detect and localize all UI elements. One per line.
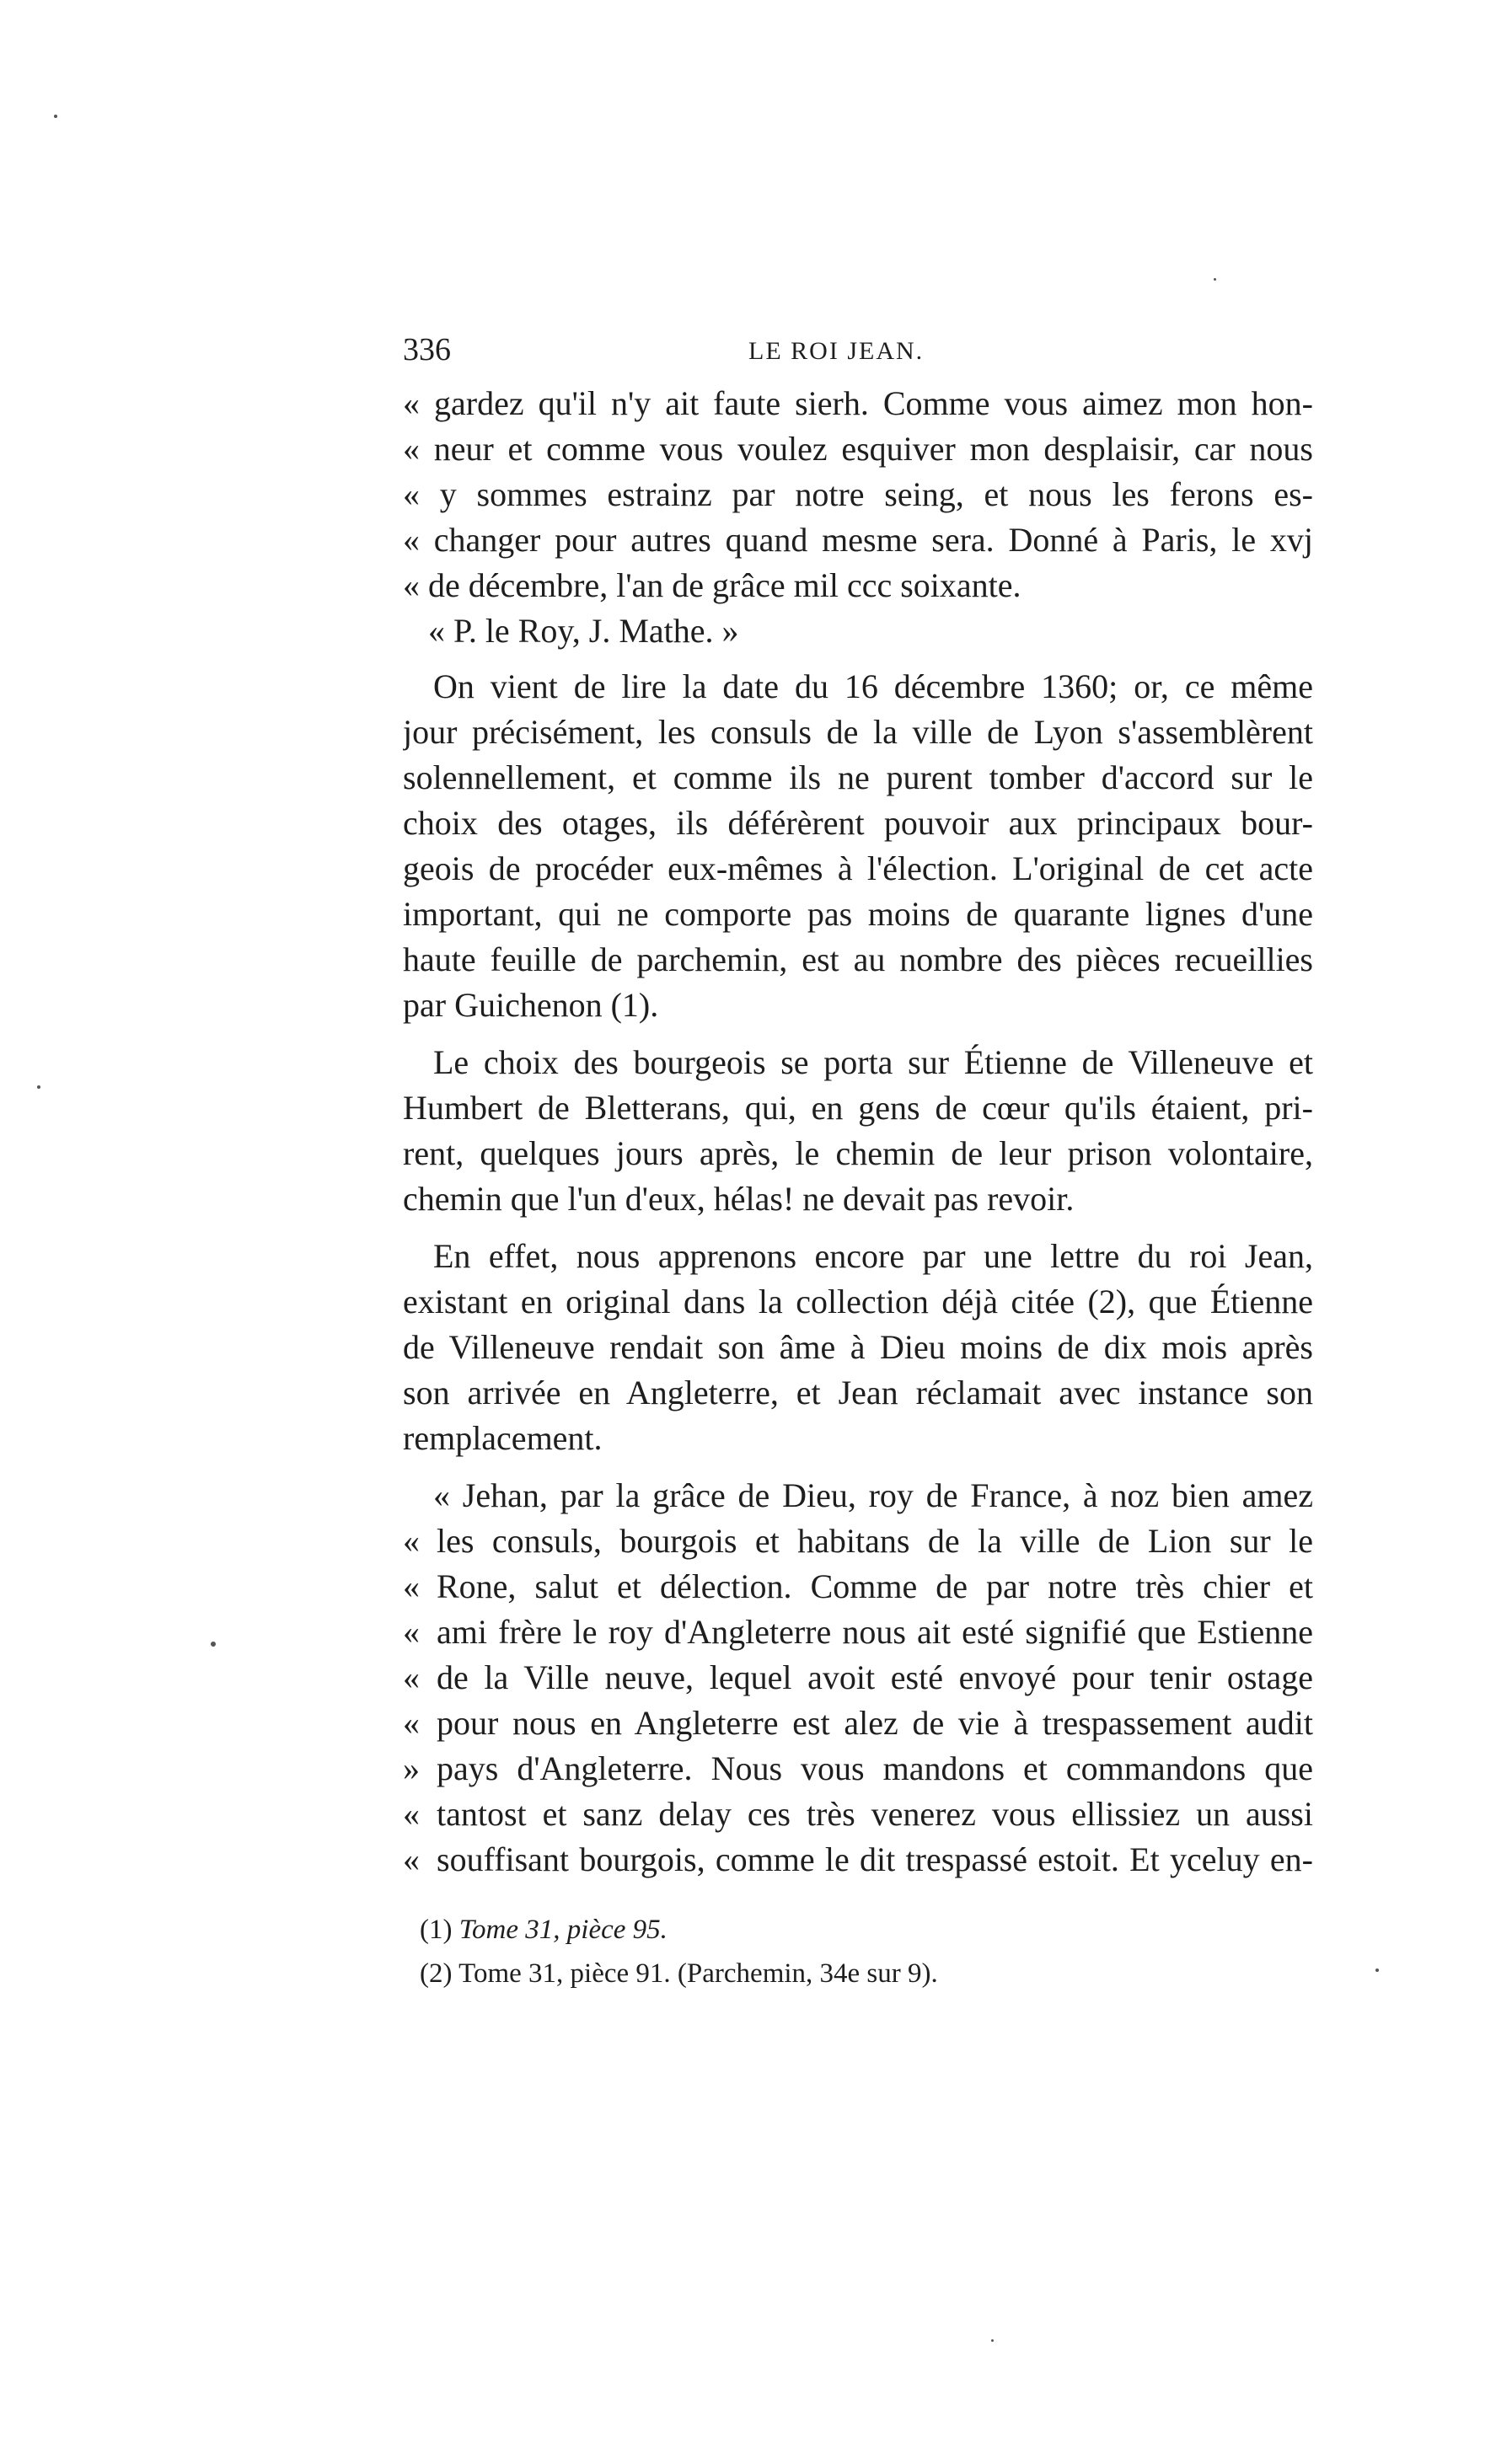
text-line: « de décembre, l'an de grâce mil ccc soixante. [403,566,1021,604]
text-line: On vient de lire la date du 16 décembre 1360; or, ce même [433,667,1313,705]
footnote [420,1908,1296,1952]
paper-speck [1214,278,1216,281]
paper-speck [211,1642,216,1647]
paper-speck [54,115,57,118]
text-line: « y sommes estrainz par notre seing, et nous les ferons es- [403,475,1313,513]
quote-mark: « [403,1795,420,1833]
text-line: « neur et comme vous voulez esquiver mon desplaisir, car nous [403,430,1313,468]
text-line: existant en original dans la collection déjà citée (2), que Étienne [403,1283,1313,1320]
quote-mark: « [403,1613,420,1651]
page-number: 336 [403,332,451,367]
body-text [403,381,1313,1883]
quote-line [403,1746,1313,1792]
text-line: « changer pour autres quand mesme sera. Donné à Paris, le xvj [403,521,1313,559]
quote-text: de la Ville neuve, lequel avoit esté envoyé pour tenir ostage [437,1658,1313,1696]
quote-text: souffisant bourgois, comme le dit trespassé estoit. Et yceluy en- [437,1840,1313,1878]
page-header [403,329,1313,371]
quote-line [403,1701,1313,1746]
text-line: important, qui ne comporte pas moins de quarante lignes d'une [403,895,1313,933]
footnotes [420,1908,1296,1995]
text-line: geois de procéder eux-mêmes à l'élection. L'original de cet acte [403,849,1313,887]
text-line: choix des otages, ils déférèrent pouvoir aux principaux bour- [403,804,1313,842]
text-line: par Guichenon (1). [403,986,659,1024]
quote-text: tantost et sanz delay ces très venerez vous ellissiez un aussi [437,1795,1313,1833]
quote-line [403,1792,1313,1837]
text-line: son arrivée en Angleterre, et Jean réclamait avec instance son [403,1374,1313,1411]
signature-line: « P. le Roy, J. Mathe. » [428,612,739,650]
text-line: « gardez qu'il n'y ait faute sierh. Comme vous aimez mon hon- [403,384,1313,422]
quote-mark: « [403,1658,420,1696]
quote-line [403,1610,1313,1655]
footnote-text: Tome 31, pièce 91. (Parchemin, 34e sur 9). [458,1958,938,1989]
footnote-mark: (2) [420,1958,453,1989]
text-line: Le choix des bourgeois se porta sur Étienne de Villeneuve et [433,1043,1313,1081]
paper-speck [991,2339,994,2342]
text-line: de Villeneuve rendait son âme à Dieu moins de dix mois après [403,1328,1313,1366]
quote-line [403,1837,1313,1883]
quote-text: pour nous en Angleterre est alez de vie à trespassement audit [437,1704,1313,1742]
quote-mark: » [403,1749,420,1787]
footnote [420,1952,1296,1995]
quote-text: les consuls, bourgois et habitans de la ville de Lion sur le [437,1522,1313,1560]
text-line: remplacement. [403,1419,603,1457]
footnote-text: Tome 31, pièce 95. [458,1915,668,1945]
quote-line [403,1564,1313,1610]
quote-mark: « [403,1522,420,1560]
paper-speck [1375,1969,1379,1972]
quote-mark: « [403,1567,420,1605]
footnote-mark: (1) [420,1915,453,1945]
quote-text: ami frère le roy d'Angleterre nous ait esté signifié que Estienne [437,1613,1313,1651]
text-line: chemin que l'un d'eux, hélas! ne devait pas revoir. [403,1180,1075,1218]
text-line: haute feuille de parchemin, est au nombre des pièces recueillies [403,940,1313,978]
text-line: Humbert de Bletterans, qui, en gens de cœur qu'ils étaient, pri- [403,1089,1313,1127]
quote-mark: « [403,1704,420,1742]
quote-text: Rone, salut et délection. Comme de par notre très chier et [437,1567,1313,1605]
text-line: jour précisément, les consuls de la ville de Lyon s'assemblèrent [403,713,1313,751]
text-line: solennellement, et comme ils ne purent tomber d'accord sur le [403,758,1313,796]
quote-text: pays d'Angleterre. Nous vous mandons et commandons que [437,1749,1313,1787]
text-line: rent, quelques jours après, le chemin de leur prison volontaire, [403,1134,1313,1172]
quote-first-line: « Jehan, par la grâce de Dieu, roy de France, à noz bien amez [433,1476,1313,1514]
paper-speck [37,1085,40,1089]
quote-mark: « [403,1840,420,1878]
text-line: En effet, nous apprenons encore par une lettre du roi Jean, [433,1237,1313,1275]
running-title: LE ROI JEAN. [748,337,925,365]
quote-line [403,1655,1313,1701]
quote-line [403,1519,1313,1564]
